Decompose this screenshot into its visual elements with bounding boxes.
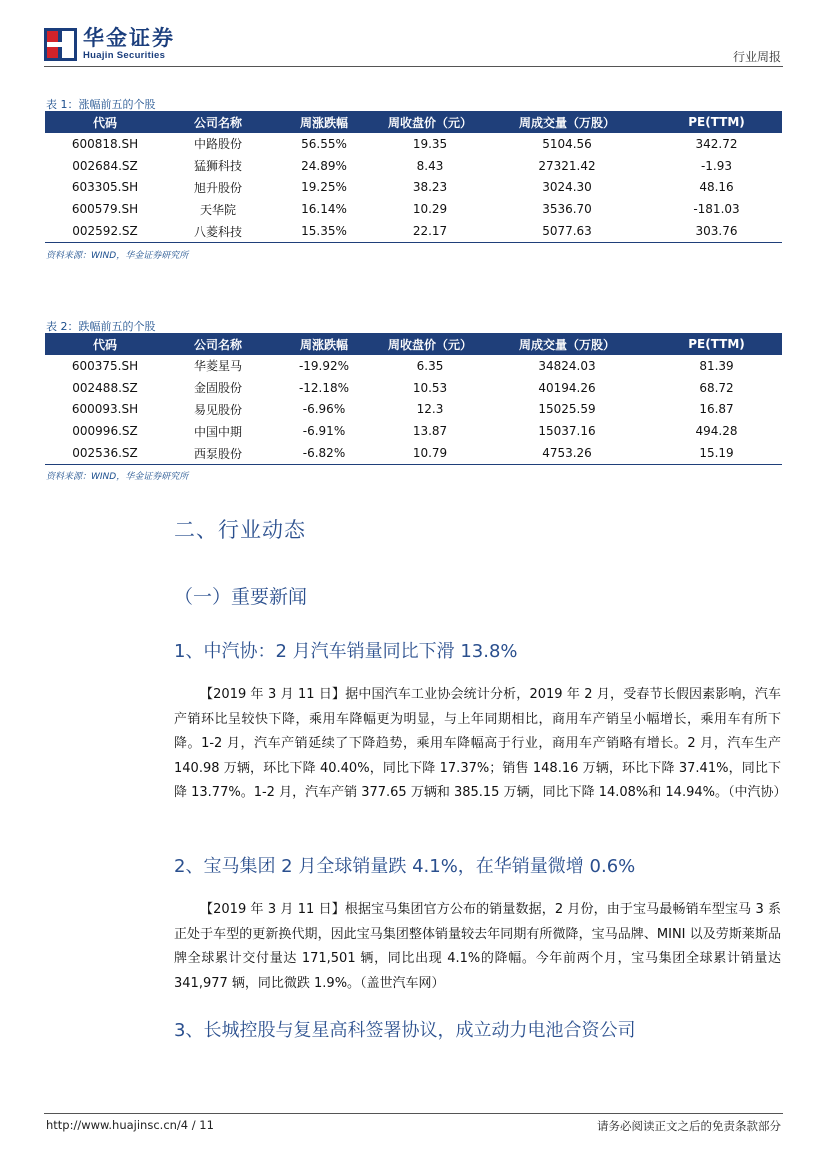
table2-caption: 表 2：跌幅前五的个股: [46, 320, 156, 333]
weekly-volume: 3024.30: [542, 180, 592, 195]
report-type: 行业周报: [732, 50, 781, 64]
weekly-volume: 4753.26: [483, 442, 651, 464]
weekly-close: 8.43: [416, 158, 444, 173]
column-header: 公司名称: [165, 111, 271, 133]
column-header: PE(TTM): [651, 333, 782, 355]
table-row: [45, 220, 782, 242]
company-name: 金固股份: [193, 381, 242, 396]
stock-code: 002536.SZ: [45, 442, 165, 464]
column-header: 周涨跌幅: [271, 111, 377, 133]
logo-english-name: Huajin Securities: [83, 49, 166, 61]
column-header: PE(TTM): [651, 111, 782, 133]
weekly-volume: 40194.26: [538, 380, 596, 395]
weekly-close: 10.53: [412, 380, 448, 395]
weekly-close: 6.35: [416, 358, 444, 373]
table-header-row: [45, 111, 782, 133]
news-title: 2、宝马集团 2 月全球销量跌 4.1%，在华销量微增 0.6%: [174, 856, 636, 877]
footer-divider: [44, 1113, 783, 1114]
news-body: 【2019 年 3 月 11 日】根据宝马集团官方公布的销量数据，2 月份，由于宝马最畅销车型宝马 3 系正处于车型的更新换代期，因此宝马集团整体销量较去年同期有所微降，宝马品牌、MINI 以及劳斯莱斯品牌全球累计交付量达 171,501 辆，同比出现 4.1%的降幅。今年前两个月，宝马集团全球累计销量达 341,977 辆，同比微跌 1.9%。（盖世汽车网）: [174, 902, 781, 991]
weekly-close: 13.87: [412, 424, 448, 439]
pe-ttm: 15.19: [651, 442, 782, 464]
pe-ttm: -181.03: [693, 202, 740, 217]
stock-code: 002488.SZ: [72, 380, 138, 395]
weekly-volume: 5104.56: [542, 136, 592, 151]
table2-source: 资料来源：WIND，华金证券研究所: [46, 472, 189, 482]
pe-ttm: 48.16: [699, 180, 734, 195]
stock-code: 000996.SZ: [72, 424, 138, 439]
company-name: 旭升股份: [193, 180, 242, 195]
news-title: 3、长城控股与复星高科签署协议，成立动力电池合资公司: [174, 1020, 636, 1041]
column-header: 代码: [45, 111, 165, 133]
company-name: 猛狮科技: [193, 159, 242, 174]
weekly-change: 15.35%: [271, 220, 377, 242]
logo-chinese-name: 华金证券: [83, 25, 175, 50]
header-divider: [44, 66, 783, 67]
pe-ttm: 342.72: [695, 136, 738, 151]
section-subtitle: （一）重要新闻: [174, 586, 308, 608]
column-header: 周收盘价（元）: [377, 333, 483, 355]
table-row: [45, 198, 782, 220]
weekly-close: 12.3: [416, 402, 444, 417]
huajin-logo-icon: [44, 28, 77, 61]
weekly-change: -6.96%: [302, 402, 346, 417]
weekly-volume: 15025.59: [538, 402, 596, 417]
company-name: 华菱星马: [193, 359, 242, 374]
company-name: 天华院: [199, 202, 236, 217]
weekly-close: 19.35: [412, 136, 448, 151]
weekly-change: 56.55%: [301, 136, 347, 151]
column-header: 公司名称: [165, 333, 271, 355]
company-name: 西泵股份: [165, 442, 271, 464]
weekly-change: 19.25%: [301, 180, 347, 195]
table-row: [45, 399, 782, 421]
weekly-change: 16.14%: [301, 202, 347, 217]
table-row: [45, 377, 782, 399]
company-name: 八菱科技: [165, 220, 271, 242]
weekly-change: -6.82%: [271, 442, 377, 464]
weekly-change: -12.18%: [298, 380, 350, 395]
table-row: [45, 133, 782, 155]
stock-code: 600579.SH: [71, 202, 139, 217]
weekly-volume: 27321.42: [538, 158, 596, 173]
column-header: 周成交量（万股）: [483, 111, 651, 133]
stock-code: 600818.SH: [71, 136, 139, 151]
weekly-close: 22.17: [377, 220, 483, 242]
table-row: [45, 420, 782, 442]
pe-ttm: 303.76: [651, 220, 782, 242]
weekly-volume: 34824.03: [538, 358, 596, 373]
weekly-change: 24.89%: [301, 158, 347, 173]
company-name: 易见股份: [193, 402, 242, 417]
weekly-volume: 3536.70: [542, 202, 592, 217]
weekly-close: 10.29: [412, 202, 448, 217]
weekly-close: 10.79: [377, 442, 483, 464]
stock-code: 600375.SH: [71, 358, 139, 373]
company-name: 中国中期: [193, 424, 242, 439]
column-header: 周成交量（万股）: [483, 333, 651, 355]
weekly-close: 38.23: [412, 180, 448, 195]
pe-ttm: 494.28: [695, 424, 738, 439]
table-row: [45, 355, 782, 377]
company-logo: [44, 26, 175, 62]
pe-ttm: 68.72: [699, 380, 734, 395]
footer-url-page[interactable]: http://www.huajinsc.cn/4 / 11: [46, 1118, 214, 1132]
stock-code: 600093.SH: [71, 402, 139, 417]
pe-ttm: 81.39: [699, 358, 734, 373]
weekly-change: -19.92%: [298, 358, 350, 373]
table-row: [45, 155, 782, 177]
table-row: [45, 442, 782, 464]
pe-ttm: -1.93: [700, 158, 733, 173]
column-header: 代码: [45, 333, 165, 355]
table1-caption: 表 1：涨幅前五的个股: [46, 98, 156, 111]
pe-ttm: 16.87: [699, 402, 734, 417]
footer-disclaimer: 请务必阅读正文之后的免责条款部分: [597, 1119, 781, 1133]
stock-code: 002592.SZ: [45, 220, 165, 242]
weekly-volume: 5077.63: [483, 220, 651, 242]
column-header: 周涨跌幅: [271, 333, 377, 355]
column-header: 周收盘价（元）: [377, 111, 483, 133]
section-title: 二、行业动态: [174, 518, 306, 542]
table1-source: 资料来源：WIND，华金证券研究所: [46, 251, 189, 261]
weekly-change: -6.91%: [302, 424, 346, 439]
news-body: 【2019 年 3 月 11 日】据中国汽车工业协会统计分析，2019 年 2 月，受春节长假因素影响，汽车产销环比呈较快下降，乘用车降幅更为明显，与上年同期相比，商用车产销呈小幅增长，乘用车有所下降。1-2 月，汽车产销延续了下降趋势，乘用车降幅高于行业，商用车产销略有增长。2 月，汽车生产 140.98 万辆，环比下降 40.40%，同比下降 17.37%；销售 148.16 万辆，环比下降 37.41%，同比下降 13.77%。1-2 月，汽车产销 377.65 万辆和 385.15 万辆，同比下降 14.08%和 14.94%。（中汽协）: [174, 687, 787, 801]
company-name: 中路股份: [193, 137, 242, 152]
stock-code: 002684.SZ: [72, 158, 138, 173]
table-header-row: [45, 333, 782, 355]
news-title: 1、中汽协：2 月汽车销量同比下滑 13.8%: [174, 641, 518, 662]
weekly-volume: 15037.16: [538, 424, 596, 439]
top-losers-table: [45, 333, 782, 465]
table-row: [45, 177, 782, 199]
top-gainers-table: [45, 111, 782, 243]
stock-code: 603305.SH: [71, 180, 139, 195]
